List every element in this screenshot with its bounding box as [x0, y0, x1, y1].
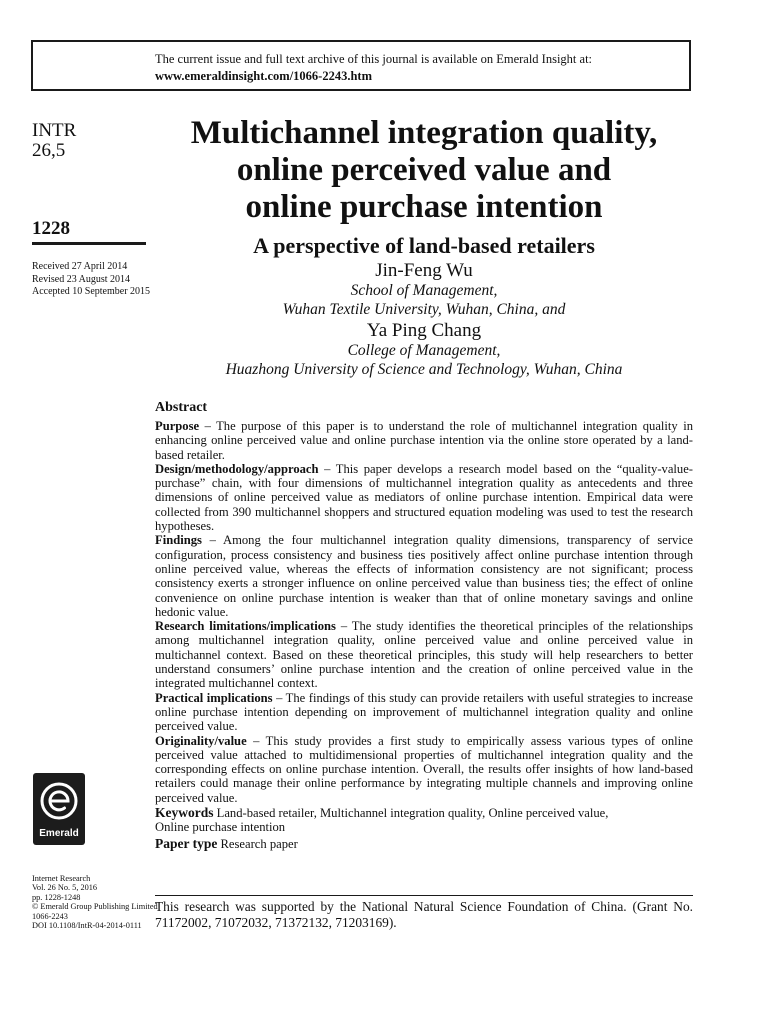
- section-label: Research limitations/implications: [155, 619, 336, 634]
- author-affiliation: Wuhan Textile University, Wuhan, China, and: [282, 301, 566, 318]
- section-label: Purpose: [155, 419, 200, 433]
- abstract: [155, 399, 693, 851]
- author-affiliation: School of Management,: [350, 282, 498, 299]
- revised-date: Revised 23 August 2014: [32, 273, 131, 285]
- page-range: pp. 1228-1248: [32, 892, 81, 902]
- title-line: online perceived value and: [236, 152, 612, 188]
- section-text: – The study identifies the theoretical principles of the relationships among multichannel integration quality, online perceived value and online perceived value in multichannel context. Based on these theoretical principles, this study will help researchers to better understand consumers’ online purchase intention and the creation of online perceived value in the integrated multichannel context.: [155, 619, 693, 691]
- keywords-label: Keywords: [155, 805, 214, 821]
- section-label: Practical implications: [155, 690, 273, 705]
- received-date: Received 27 April 2014: [32, 261, 128, 272]
- funding-footnote: This research was supported by the National Natural Science Foundation of China. (Grant No. 71172002, 71072032, 71372132, 71203169).: [155, 899, 693, 930]
- paper-type-label: Paper type: [155, 835, 218, 851]
- page-number-rule: [32, 242, 146, 245]
- logo-wordmark: Emerald: [39, 828, 79, 839]
- author-name: Ya Ping Chang: [366, 320, 482, 341]
- keywords: [155, 806, 693, 835]
- archive-notice-box: [31, 40, 691, 91]
- section-text: – This paper develops a research model based on the “quality-value-purchase” chain, with four dimensions of multichannel integration quality as antecedents and three dimensions of online perceived value as mediators of online purchase intention. Empirical data were collected from 390 multichannel shoppers and structured equation modeling was used to test the research hypotheses.: [155, 461, 693, 534]
- section-text: – The purpose of this paper is to understand the role of multichannel integration quality in enhancing online perceived value and online purchase intention via the online store operated by a land-based retailer.: [155, 419, 693, 462]
- abstract-section-originality: [155, 734, 693, 805]
- journal-name: Internet Research: [32, 874, 91, 883]
- section-label: Design/methodology/approach: [155, 461, 319, 476]
- journal-url-link[interactable]: www.emeraldinsight.com/1066-2243.htm: [155, 69, 372, 83]
- abstract-section-design: [155, 462, 693, 533]
- section-text: – The findings of this study can provide retailers with useful strategies to increase online purchase intention depending on improvement of multichannel integration quality and online perceived value.: [155, 690, 693, 734]
- issn: 1066-2243: [32, 911, 68, 921]
- abstract-section-findings: [155, 533, 693, 619]
- keywords-text: Online purchase intention: [155, 820, 286, 835]
- journal-volume: 26,5: [32, 140, 66, 161]
- article-subtitle: A perspective of land-based retailers: [253, 233, 595, 258]
- article-title: [155, 115, 693, 226]
- volume-issue: Vol. 26 No. 5, 2016: [32, 883, 98, 893]
- section-text: – Among the four multichannel integration quality dimensions, transparency of service configuration, process consistency and business ties positively affect online purchase intention through online perceived value, whereas the effects of information consistency are not significant; process consistency exerts a stronger influence on online perceived value than business ties; the effect of online convenience on online purchase intention is weaker than that of online monetary savings and online hedonic value.: [155, 533, 693, 619]
- abstract-section-purpose: [155, 419, 693, 462]
- section-text: – This study provides a first study to empirically assess various types of online perceived value attached to multidimensional properties of multichannel integration quality and the corresponding effects on online purchase intention. Overall, the results offer insights of how land-based retailers could manage their online performance by integrating multiple channels and improving online perceived value.: [155, 733, 693, 805]
- journal-code: INTR: [32, 120, 77, 141]
- accepted-date: Accepted 10 September 2015: [32, 286, 151, 297]
- abstract-section-practical: [155, 691, 693, 734]
- author-affiliation: Huazhong University of Science and Technology, Wuhan, China: [225, 361, 623, 378]
- abstract-section-limitations: [155, 619, 693, 690]
- publication-info: [32, 874, 158, 930]
- author-name: Jin-Feng Wu: [375, 260, 473, 281]
- page-number: 1228: [32, 218, 70, 239]
- emerald-e-icon: [38, 779, 80, 823]
- paper-type: [155, 837, 693, 851]
- footnote-rule: [155, 895, 693, 896]
- section-label: Findings: [155, 533, 202, 548]
- title-line: Multichannel integration quality,: [190, 115, 658, 151]
- keywords-text: Land-based retailer, Multichannel integration quality, Online perceived value,: [213, 806, 609, 821]
- section-label: Originality/value: [155, 733, 247, 748]
- paper-type-value: Research paper: [217, 836, 298, 851]
- abstract-heading: Abstract: [155, 400, 208, 415]
- archive-notice-text: The current issue and full text archive of this journal is available on Emerald Insight at:: [155, 52, 593, 66]
- title-block: [155, 115, 693, 379]
- title-line: online purchase intention: [245, 189, 603, 225]
- copyright: © Emerald Group Publishing Limited: [32, 902, 158, 912]
- emerald-logo: [33, 773, 85, 845]
- doi: DOI 10.1108/IntR-04-2014-0111: [32, 921, 142, 931]
- author-affiliation: College of Management,: [347, 342, 501, 359]
- submission-dates: [32, 261, 150, 299]
